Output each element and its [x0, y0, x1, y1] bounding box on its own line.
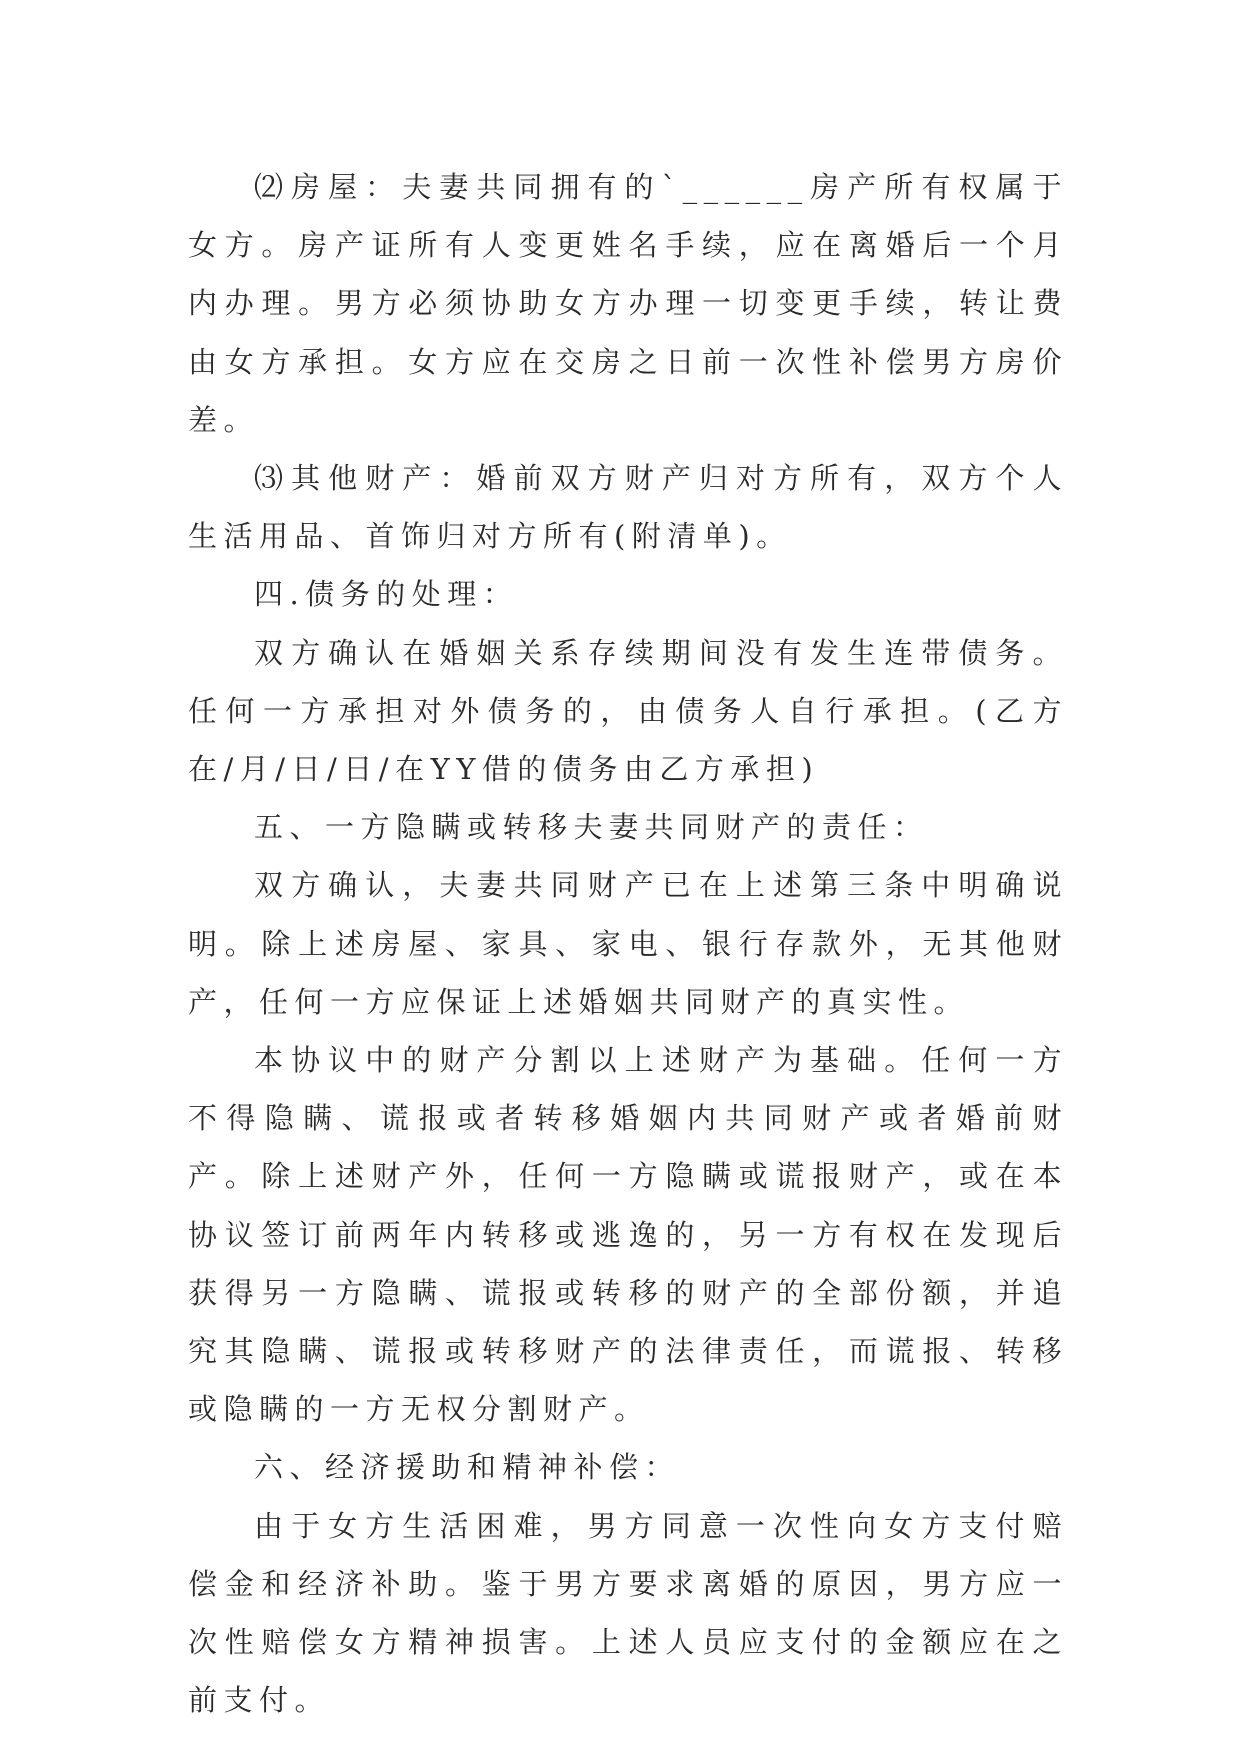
paragraph-property-division-basis: 本协议中的财产分割以上述财产为基础。任何一方不得隐瞒、谎报或者转移婚姻内共同财产或者婚前财产。除上述财产外，任何一方隐瞒或谎报财产，或在本协议签订前两年内转移或逃逸的，另一方有权在发现后获得另一方隐瞒、谎报或转移的财产的全部份额，并追究其隐瞒、谎报或转移财产的法律责任，而谎报、转移或隐瞒的一方无权分割财产。	[188, 1043, 1068, 1427]
paragraph-house-clause: ⑵房屋：夫妻共同拥有的`______房产所有权属于女方。房产证所有人变更姓名手续，应在离婚后一个月内办理。男方必须协助女方办理一切变更手续，转让费由女方承担。女方应在交房之日前一次性补偿男方房价差。	[188, 170, 1068, 437]
heading-debt-handling: 四.债务的处理：	[254, 577, 519, 612]
paragraph-joint-property-confirmation: 双方确认，夫妻共同财产已在上述第三条中明确说明。除上述房屋、家具、家电、银行存款外，无其他财产，任何一方应保证上述婚姻共同财产的真实性。	[188, 868, 1068, 1019]
paragraph-other-property-clause: ⑶其他财产：婚前双方财产归对方所有，双方个人生活用品、首饰归对方所有(附清单)。	[188, 461, 1068, 554]
paragraph-debt-clause: 双方确认在婚姻关系存续期间没有发生连带债务。任何一方承担对外债务的，由债务人自行承担。(乙方在/月/日/日/在YY借的债务由乙方承担)	[188, 635, 1068, 787]
heading-economic-aid: 六、经济援助和精神补偿：	[254, 1450, 681, 1485]
paragraph-compensation-clause: 由于女方生活困难，男方同意一次性向女方支付赔偿金和经济补助。鉴于男方要求离婚的原因，男方应一次性赔偿女方精神损害。上述人员应支付的金额应在之前支付。	[188, 1508, 1068, 1718]
heading-concealment-liability: 五、一方隐瞒或转移夫妻共同财产的责任：	[254, 810, 929, 845]
document-body	[188, 158, 1068, 1729]
